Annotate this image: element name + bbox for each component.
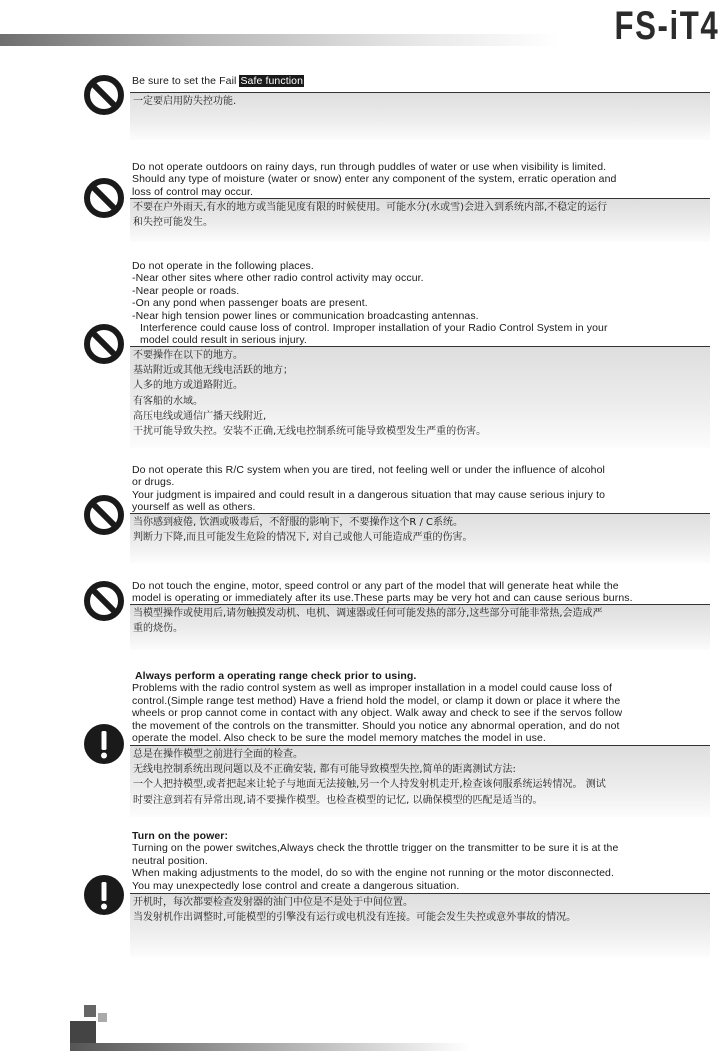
chinese-text: 当模型操作或使用后,请勿触摸发动机、电机、调速器或任何可能发热的部分,这些部分可能非常热,会造成严 重的烧伤。 bbox=[130, 604, 710, 650]
chinese-text: 总是在操作模型之前进行全面的检查。 无线电控制系统出现问题以及不正确安装, 都有可能导致模型失控,简单的距离测试方法: 一个人把持模型,或者把起来让轮子与地面无法接触,另一个人持发射机走开,检查该伺服系统运转情况。 测试 时要注意到若有异常出现,请不要操作模型。也检查模型的记忆, 以确保模型的匹配是适当的。 bbox=[130, 745, 710, 817]
caution-icon bbox=[83, 723, 125, 765]
prohibited-icon bbox=[83, 494, 125, 536]
english-text: Always perform a operating range check prior to using. Problems with the radio control system as well as improper installation in a model could cause loss of control.(Simple range test method) Have a friend hold the model, or clamp it down or place it where the wheels or prop cannot come in contact with any object. Walk away and check to see if the servos follow the movement of the controls on the transmitter. Should you notice any abnormal operation, and do not operate the model. Also check to be sure the model memory matches the model in use. bbox=[132, 670, 623, 745]
caution-icon bbox=[83, 874, 125, 916]
chinese-text: 当你感到疲倦, 饮酒或吸毒后，不舒服的影响下，不要操作这个R / C系统。 判断力下降,而且可能发生危险的情况下, 对自己或他人可能造成严重的伤害。 bbox=[130, 513, 710, 563]
english-text: Do not touch the engine, motor, speed control or any part of the model that will generate heat while the model is operating or immediately after its use.These parts may be very hot and can cause serious burns. bbox=[132, 580, 633, 605]
header-bar bbox=[0, 34, 560, 46]
prohibited-icon bbox=[83, 323, 125, 365]
footer-bar bbox=[70, 1043, 470, 1051]
chinese-text: 不要在户外雨天,有水的地方或当能见度有限的时候使用。可能水分(水或雪)会进入到系统内部,不稳定的运行 和失控可能发生。 bbox=[130, 198, 710, 242]
chinese-text: 不要操作在以下的地方。 基站附近或其他无线电活跃的地方； 人多的地方或道路附近。 有客船的水域。 高压电线或通信广播天线附近, 干扰可能导致失控。安装不正确,无线电控制系统可能导致模型发生严重的伤害。 bbox=[130, 346, 710, 448]
english-text: Do not operate in the following places. -Near other sites where other radio control activity may occur. -Near people or roads. -On any pond when passenger boats are present. -Near high tension power lines or communication broadcasting antennas. Interference could cause loss of control. Improper installation of your Radio Control System in your model could result in serious injury. bbox=[132, 260, 608, 347]
brand-logo: FS-iT4 bbox=[614, 4, 719, 48]
english-text: Do not operate outdoors on rainy days, run through puddles of water or use when visibility is limited. Should any type of moisture (water or snow) enter any component of the system, erratic operation and loss of control may occur. bbox=[132, 161, 617, 198]
english-text: Do not operate this R/C system when you are tired, not feeling well or under the influence of alcohol or drugs. Your judgment is impaired and could result in a dangerous situation that may cause serious injury to yourself as well as others. bbox=[132, 464, 606, 514]
footer-square-light bbox=[98, 1013, 107, 1022]
english-text: Turn on the power: Turning on the power switches,Always check the throttle trigger on the transmitter to be sure it is at the neutral position. When making adjustments to the model, do so with the engine not running or the motor disconnected. You may unexpectedly lose control and create a dangerous situation. bbox=[132, 830, 619, 892]
prohibited-icon bbox=[83, 74, 125, 116]
chinese-text: 一定要启用防失控功能. bbox=[130, 92, 710, 140]
prohibited-icon bbox=[83, 177, 125, 219]
prohibited-icon bbox=[83, 580, 125, 622]
footer-square-small bbox=[84, 1005, 96, 1017]
chinese-text: 开机时，每次都要检查发射器的油门中位是不是处于中间位置。 当发射机作出调整时,可能模型的引擎没有运行或电机没有连接。可能会发生失控或意外事故的情况。 bbox=[130, 893, 710, 957]
english-text: Be sure to set the Fail Safe function bbox=[132, 75, 304, 87]
